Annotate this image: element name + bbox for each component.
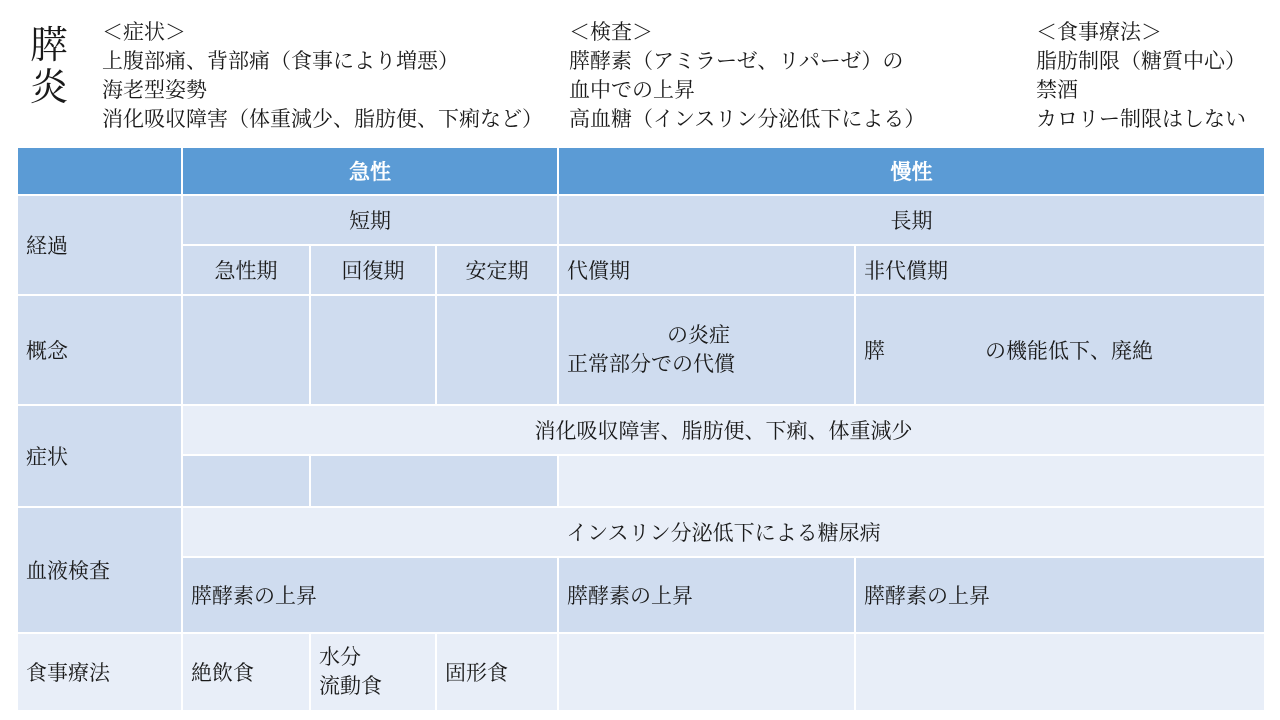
- concept-decompensated-a: 膵: [864, 339, 885, 363]
- page-title: [30, 24, 78, 108]
- header-chronic: 慢性: [558, 147, 1265, 195]
- blood-common: インスリン分泌低下による糖尿病: [182, 507, 1265, 557]
- course-long: 長期: [558, 195, 1265, 245]
- phase-decompensated: 非代償期: [855, 245, 1265, 295]
- phase-stable: 安定期: [436, 245, 558, 295]
- row-label-course: 経過: [17, 195, 182, 295]
- diet-fasting: 絶飲食: [182, 633, 310, 711]
- course-row: [17, 195, 1265, 245]
- diet-compensated-blank: [558, 633, 855, 711]
- concept-compensated: [558, 295, 855, 405]
- header-corner: [17, 147, 182, 195]
- concept-stable-blank: [436, 295, 558, 405]
- concept-compensated-line1: の炎症: [667, 323, 730, 347]
- diet-line: カロリー制限はしない: [1036, 107, 1246, 131]
- symptoms-chronic-blank: [558, 455, 1265, 507]
- blood-decompensated: 膵酵素の上昇: [855, 557, 1265, 633]
- phase-recovery: 回復期: [310, 245, 436, 295]
- course-short: 短期: [182, 195, 558, 245]
- symptoms-row: [17, 405, 1265, 455]
- tests-line: 膵酵素（アミラーゼ、リパーゼ）の: [569, 49, 904, 73]
- symptoms-line: 消化吸収障害（体重減少、脂肪便、下痢など）: [102, 107, 543, 131]
- diet-line: 禁酒: [1036, 78, 1078, 102]
- phase-row: [17, 245, 1265, 295]
- symptoms-summary: [102, 18, 543, 134]
- diet-line: 脂肪制限（糖質中心）: [1036, 49, 1246, 73]
- phase-acute: 急性期: [182, 245, 310, 295]
- symptoms-acute-blank: [182, 455, 310, 507]
- title-char-2: 炎: [30, 65, 69, 109]
- diet-liquid-line1: 水分: [319, 645, 361, 669]
- symptoms-common: 消化吸収障害、脂肪便、下痢、体重減少: [182, 405, 1265, 455]
- header-acute: 急性: [182, 147, 558, 195]
- symptoms-line: 海老型姿勢: [102, 78, 207, 102]
- tests-line: 高血糖（インスリン分泌低下による）: [569, 107, 926, 131]
- symptoms-heading: ＜症状＞: [102, 20, 186, 44]
- blood-compensated: 膵酵素の上昇: [558, 557, 855, 633]
- tests-line: 血中での上昇: [569, 78, 695, 102]
- diet-liquid: [310, 633, 436, 711]
- diet-heading: ＜食事療法＞: [1036, 20, 1162, 44]
- diet-solid: 固形食: [436, 633, 558, 711]
- tests-heading: ＜検査＞: [569, 20, 653, 44]
- tests-summary: [569, 18, 925, 134]
- header-row: [17, 147, 1265, 195]
- row-label-blood: 血液検査: [17, 507, 182, 633]
- diet-decompensated-blank: [855, 633, 1265, 711]
- pancreatitis-table: [16, 146, 1266, 712]
- concept-acute-blank: [182, 295, 310, 405]
- concept-decompensated: [855, 295, 1265, 405]
- diet-liquid-line2: 流動食: [319, 674, 382, 698]
- concept-compensated-line2: 正常部分での代償: [567, 352, 735, 376]
- phase-compensated: 代償期: [558, 245, 855, 295]
- row-label-diet: 食事療法: [17, 633, 182, 711]
- symptoms-detail-row: [17, 455, 1265, 507]
- blood-detail-row: [17, 557, 1265, 633]
- row-label-concept: 概念: [17, 295, 182, 405]
- symptoms-recovery-blank: [310, 455, 558, 507]
- concept-decompensated-b: の機能低下、廃絶: [985, 339, 1153, 363]
- diet-row: [17, 633, 1265, 711]
- blood-acute: 膵酵素の上昇: [182, 557, 558, 633]
- symptoms-line: 上腹部痛、背部痛（食事により増悪）: [102, 49, 459, 73]
- row-label-symptoms: 症状: [17, 405, 182, 507]
- concept-recovery-blank: [310, 295, 436, 405]
- concept-row: [17, 295, 1265, 405]
- blood-row: [17, 507, 1265, 557]
- title-char-1: 膵: [30, 23, 69, 67]
- diet-summary: [1036, 18, 1246, 134]
